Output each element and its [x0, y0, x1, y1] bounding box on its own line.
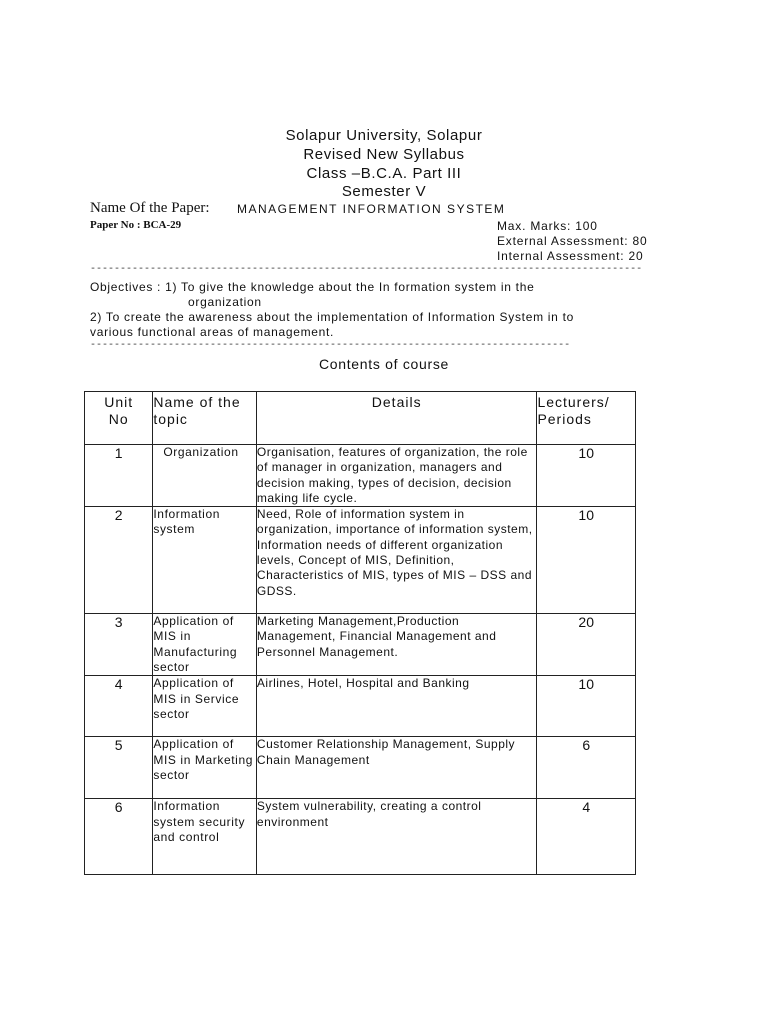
- unit-number: 2: [85, 507, 153, 614]
- syllabus-title: Revised New Syllabus: [303, 146, 465, 163]
- lecture-periods: 10: [537, 507, 636, 614]
- external-assessment: External Assessment: 80: [497, 234, 648, 248]
- topic-details: Need, Role of information system in organization, importance of information system, Information needs of different organization levels, Concept of MIS, Definition, Characteristics of MIS, types of MIS – DSS and GDSS.: [256, 507, 537, 614]
- contents-title: Contents of course: [318, 356, 450, 372]
- header-topic: Name of the topic: [153, 392, 257, 445]
- topic-details: Airlines, Hotel, Hospital and Banking: [256, 676, 537, 737]
- divider-bottom: --------------------------------------------------------------------------------: [90, 340, 571, 351]
- topic-details: System vulnerability, creating a control environment: [256, 799, 537, 875]
- lecture-periods: 10: [537, 676, 636, 737]
- paper-name-label: Name Of the Paper:: [90, 200, 210, 216]
- table-row: [85, 737, 636, 799]
- internal-assessment: Internal Assessment: 20: [497, 249, 644, 263]
- objective-line-2: organization: [188, 295, 262, 309]
- paper-number: Paper No : BCA-29: [90, 219, 182, 231]
- unit-number: 4: [85, 676, 153, 737]
- lecture-periods: 10: [537, 445, 636, 507]
- table-row: [85, 614, 636, 676]
- table-row: [85, 799, 636, 875]
- unit-number: 6: [85, 799, 153, 875]
- topic-name: Information system: [153, 507, 257, 614]
- lecture-periods: 20: [537, 614, 636, 676]
- objective-line-1: Objectives : 1) To give the knowledge about the In formation system in the: [90, 280, 535, 294]
- divider-top: --------------------------------------------------------------------------------------------: [90, 264, 643, 275]
- objective-line-4: various functional areas of management.: [90, 325, 335, 339]
- table-row: [85, 445, 636, 507]
- course-table: [84, 391, 636, 875]
- lecture-periods: 4: [537, 799, 636, 875]
- unit-number: 5: [85, 737, 153, 799]
- topic-name: Application of MIS in Manufacturing sector: [153, 614, 257, 676]
- max-marks: Max. Marks: 100: [497, 219, 598, 233]
- paper-name-value: MANAGEMENT INFORMATION SYSTEM: [237, 202, 506, 216]
- objective-line-3: 2) To create the awareness about the implementation of Information System in to: [90, 310, 574, 324]
- topic-name: Application of MIS in Service sector: [153, 676, 257, 737]
- topic-details: Marketing Management,Production Management, Financial Management and Personnel Management.: [256, 614, 537, 676]
- table-header-row: [85, 392, 636, 445]
- table-row: [85, 507, 636, 614]
- lecture-periods: 6: [537, 737, 636, 799]
- unit-number: 1: [85, 445, 153, 507]
- header-details: Details: [256, 392, 537, 445]
- topic-name: Organization: [153, 445, 257, 507]
- table-row: [85, 676, 636, 737]
- header-lectures: Lecturers/ Periods: [537, 392, 636, 445]
- class-title: Class –B.C.A. Part III: [306, 165, 462, 182]
- unit-number: 3: [85, 614, 153, 676]
- header-unit: Unit No: [85, 392, 153, 445]
- topic-name: Application of MIS in Marketing sector: [153, 737, 257, 799]
- university-title: Solapur University, Solapur: [285, 127, 483, 144]
- semester-title: Semester V: [341, 183, 427, 200]
- topic-name: Information system security and control: [153, 799, 257, 875]
- topic-details: Organisation, features of organization, the role of manager in organization, managers and decision making, types of decision, decision making life cycle.: [256, 445, 537, 507]
- topic-details: Customer Relationship Management, Supply Chain Management: [256, 737, 537, 799]
